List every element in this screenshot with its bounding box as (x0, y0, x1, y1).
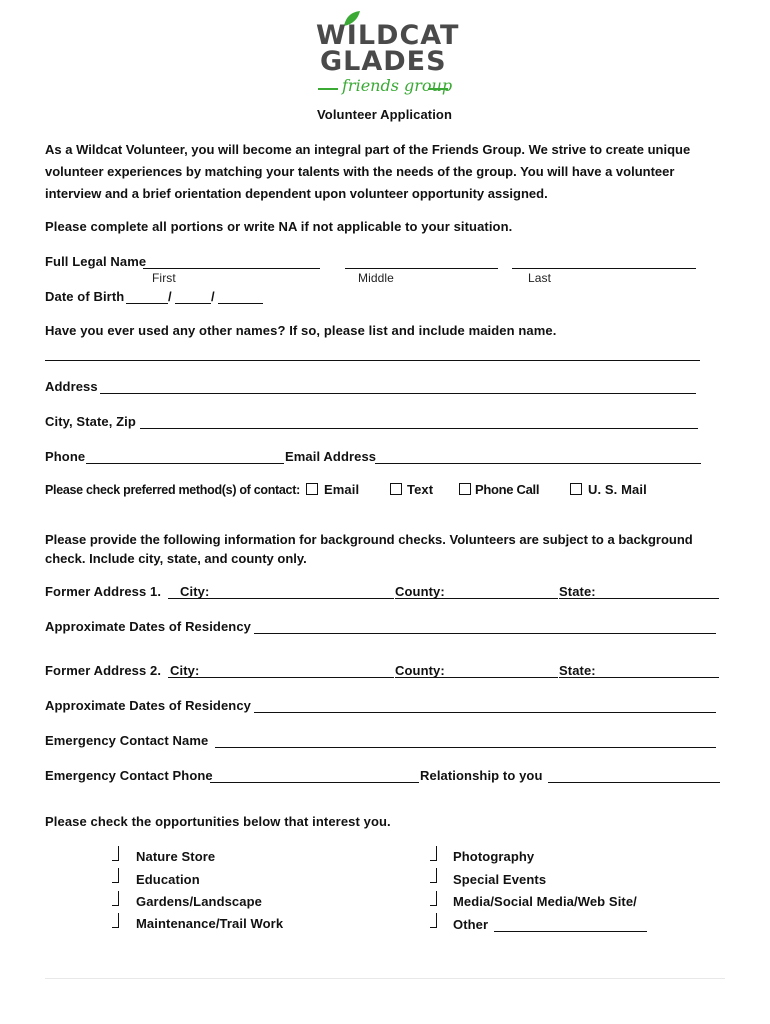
opportunity-gardens-checkbox[interactable] (112, 891, 119, 906)
middle-name-field[interactable] (345, 253, 498, 269)
phone-label: Phone (45, 449, 86, 464)
opportunities-label: Please check the opportunities below that interest you. (45, 814, 391, 829)
opportunity-media-checkbox[interactable] (430, 891, 437, 906)
emergency-contact-name-label: Emergency Contact Name (45, 733, 209, 748)
former-address-2-label: Former Address 2. (45, 663, 162, 678)
last-name-field[interactable] (512, 253, 696, 269)
dob-day-field[interactable] (175, 288, 211, 304)
opportunity-media-label: Media/Social Media/Web Site/ (453, 894, 637, 909)
last-name-caption: Last (528, 271, 552, 285)
opportunity-education-checkbox[interactable] (112, 868, 119, 883)
phone-field[interactable] (86, 448, 284, 464)
contact-text-checkbox[interactable] (390, 483, 402, 495)
emergency-contact-phone-label: Emergency Contact Phone (45, 768, 213, 783)
dob-separator-1: / (168, 289, 172, 304)
dates-of-residency-2-field[interactable] (254, 697, 716, 713)
contact-phone-call-checkbox[interactable] (459, 483, 471, 495)
logo (300, 8, 470, 100)
address-label: Address (45, 379, 98, 394)
former-address-1-state-label: State: (559, 584, 596, 599)
opportunity-special-events-label: Special Events (453, 872, 547, 887)
email-label: Email Address (285, 449, 377, 464)
opportunity-photography-checkbox[interactable] (430, 846, 437, 861)
former-address-2-city-label: City: (170, 663, 200, 678)
middle-name-caption: Middle (358, 271, 394, 285)
opportunity-maintenance-label: Maintenance/Trail Work (136, 916, 284, 931)
opportunity-other-label: Other (453, 917, 489, 932)
instruction-text: Please complete all portions or write NA if not applicable to your situation. (45, 219, 513, 234)
relationship-field[interactable] (548, 767, 720, 783)
dob-label: Date of Birth (45, 289, 125, 304)
full-name-label: Full Legal Name (45, 254, 147, 269)
contact-method-label: Please check preferred method(s) of contact: (45, 483, 300, 497)
city-state-zip-label: City, State, Zip (45, 414, 136, 429)
logo-rule-left (318, 88, 338, 90)
intro-paragraph: As a Wildcat Volunteer, you will become an integral part of the Friends Group. We strive to create unique volunteer experiences by matching your talents with the needs of the group. You will have a volunteer interview and a brief orientation dependent upon volunteer opportunity assigned. (45, 142, 691, 201)
logo-rule-right (428, 88, 448, 90)
opportunity-special-events-checkbox[interactable] (430, 868, 437, 883)
former-address-1-county-field[interactable] (395, 583, 558, 599)
contact-email-checkbox[interactable] (306, 483, 318, 495)
former-address-1-county-label: County: (395, 584, 445, 599)
logo-line2: GLADES (320, 46, 447, 77)
opportunity-photography-label: Photography (453, 849, 535, 864)
background-check-paragraph: Please provide the following information for background checks. Volunteers are subject to a background check. Include city, state, and county only. (45, 532, 693, 566)
opportunity-nature-store-label: Nature Store (136, 849, 216, 864)
former-address-1-city-field[interactable] (168, 583, 394, 599)
opportunity-gardens-label: Gardens/Landscape (136, 894, 262, 909)
logo-line1: WILDCAT (316, 20, 460, 51)
dob-year-field[interactable] (218, 288, 263, 304)
address-field[interactable] (100, 378, 696, 394)
first-name-field[interactable] (143, 253, 320, 269)
opportunity-other-checkbox[interactable] (430, 913, 437, 928)
contact-email-label: Email (324, 482, 360, 497)
opportunity-maintenance-checkbox[interactable] (112, 913, 119, 928)
dates-of-residency-1-field[interactable] (254, 618, 716, 634)
former-address-1-label: Former Address 1. (45, 584, 162, 599)
former-address-2-county-label: County: (395, 663, 445, 678)
contact-text-label: Text (407, 482, 434, 497)
contact-mail-label: U. S. Mail (588, 482, 647, 497)
contact-mail-checkbox[interactable] (570, 483, 582, 495)
opportunity-education-label: Education (136, 872, 200, 887)
other-names-question: Have you ever used any other names? If so, please list and include maiden name. (45, 323, 557, 338)
email-field[interactable] (375, 448, 701, 464)
first-name-caption: First (152, 271, 176, 285)
dates-of-residency-2-label: Approximate Dates of Residency (45, 698, 252, 713)
dob-separator-2: / (211, 289, 215, 304)
former-address-2-county-field[interactable] (395, 662, 558, 678)
page-title: Volunteer Application (317, 107, 452, 122)
emergency-contact-phone-field[interactable] (210, 767, 419, 783)
former-address-2-city-field[interactable] (168, 662, 394, 678)
dob-month-field[interactable] (126, 288, 168, 304)
other-names-field[interactable] (45, 345, 700, 361)
emergency-contact-name-field[interactable] (215, 732, 716, 748)
opportunity-nature-store-checkbox[interactable] (112, 846, 119, 861)
contact-phone-call-label: Phone Call (475, 482, 540, 497)
former-address-2-state-label: State: (559, 663, 596, 678)
footer-divider (45, 978, 725, 979)
dates-of-residency-1-label: Approximate Dates of Residency (45, 619, 252, 634)
relationship-label: Relationship to you (420, 768, 543, 783)
logo-tagline: friends group (342, 76, 453, 95)
opportunity-other-field[interactable] (494, 916, 647, 932)
former-address-2-state-field[interactable] (559, 662, 719, 678)
city-state-zip-field[interactable] (140, 413, 698, 429)
former-address-1-state-field[interactable] (559, 583, 719, 599)
former-address-1-city-label: City: (180, 584, 210, 599)
